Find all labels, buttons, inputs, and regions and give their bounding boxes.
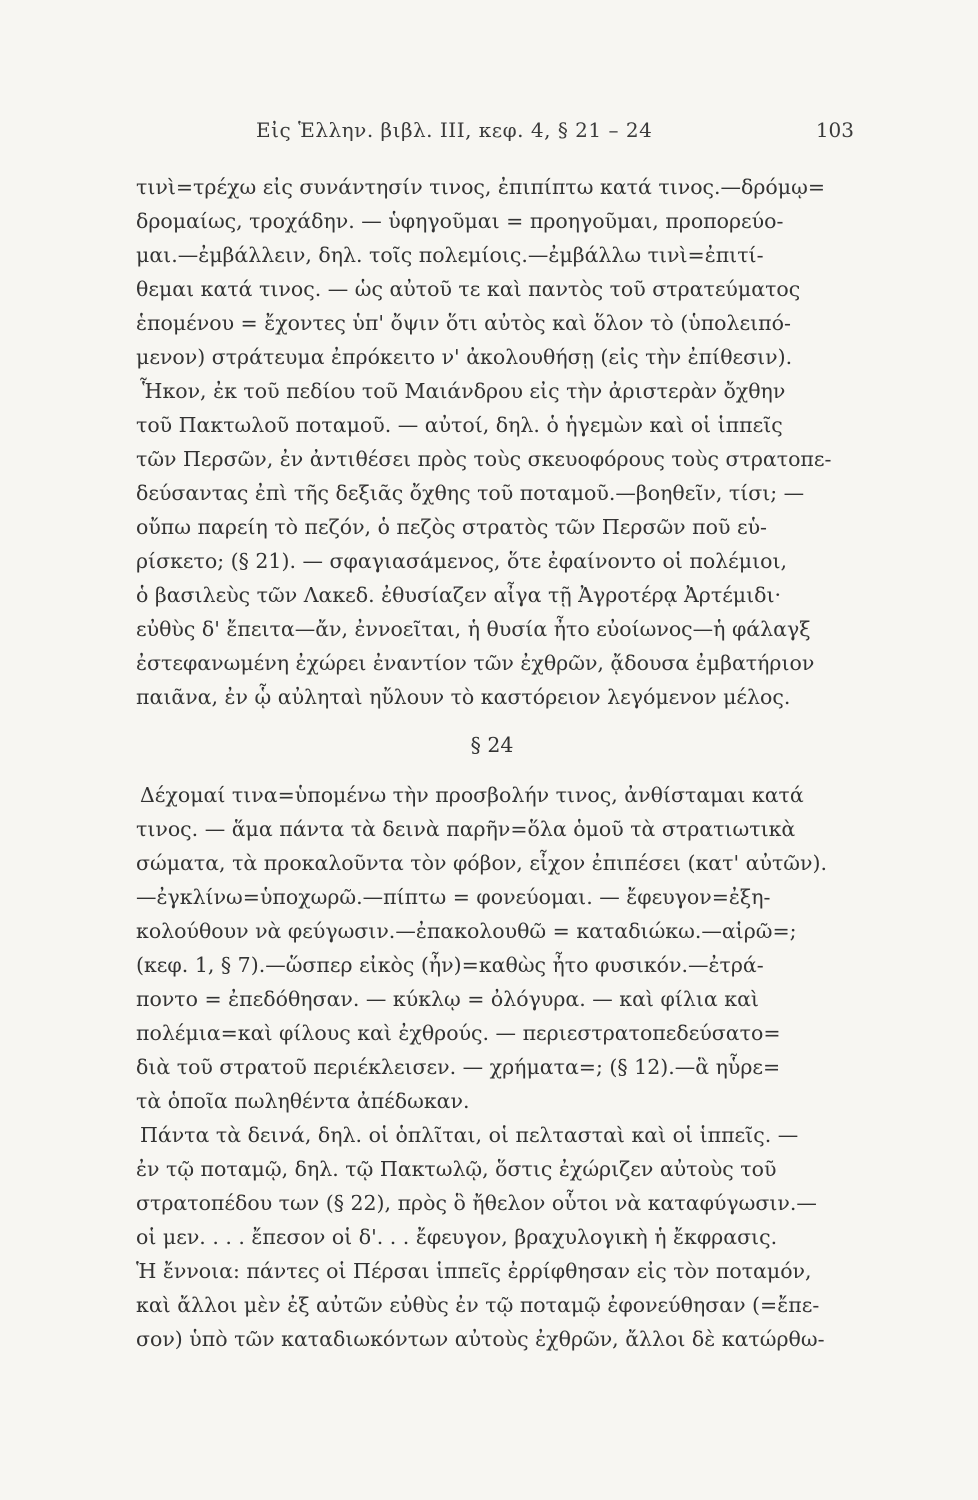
section-heading: § 24 [470,733,514,757]
text-line: —ἐγκλίνω=ὑποχωρῶ.—πίπτω = φονεύομαι. — ἔφευγον=ἐξη- [136,885,771,909]
text-line: ὁ βασιλεὺς τῶν Λακεδ. ἐθυσίαζεν αἶγα τῇ Ἀγροτέρᾳ Ἀρτέμιδι· [136,583,782,607]
text-line: θεμαι κατά τινος. — ὡς αὐτοῦ τε καὶ παντὸς τοῦ στρατεύματος [136,277,801,301]
text-line: Δέχομαί τινα=ὑπομένω τὴν προσβολήν τινος, ἀνθίσταμαι κατά [140,783,804,807]
text-line: ποντο = ἐπεδόθησαν. — κύκλῳ = ὀλόγυρα. — καὶ φίλια καὶ [136,987,759,1011]
text-line: μενον) στράτευμα ἐπρόκειτο ν' ἀκολουθήσῃ (εἰς τὴν ἐπίθεσιν). [136,345,793,369]
text-line: πολέμια=καὶ φίλους καὶ ἐχθρούς. — περιεστρατοπεδεύσατο= [136,1021,781,1045]
text-line: Ἡ ἔννοια: πάντες οἱ Πέρσαι ἱππεῖς ἐρρίφθησαν εἰς τὸν ποταμόν, [136,1259,812,1283]
text-line: Ἧκον, ἐκ τοῦ πεδίου τοῦ Μαιάνδρου εἰς τὴν ἀριστερὰν ὄχθην [140,379,786,403]
text-line: τὰ ὁποῖα πωληθέντα ἀπέδωκαν. [136,1089,470,1113]
text-line: κολούθουν νὰ φεύγωσιν.—ἐπακολουθῶ = καταδιώκω.—αἱρῶ=; [136,919,797,943]
text-line: οἱ μεν. . . . ἔπεσον οἱ δ'. . . ἔφευγον, βραχυλογικὴ ἡ ἔκφρασις. [136,1225,778,1249]
text-line: διὰ τοῦ στρατοῦ περιέκλεισεν. — χρήματα=; (§ 12).—ἃ ηὗρε= [136,1055,781,1079]
text-line: ἐν τῷ ποταμῷ, δηλ. τῷ Πακτωλῷ, ὅστις ἐχώριζεν αὐτοὺς τοῦ [136,1157,777,1181]
text-line: (κεφ. 1, § 7).—ὥσπερ εἰκὸς (ἦν)=καθὼς ἦτο φυσικόν.—ἐτρά- [136,953,764,977]
text-line: εὐθὺς δ' ἔπειτα—ἄν, ἐννοεῖται, ἡ θυσία ἦτο εὐοίωνος—ἡ φάλαγξ [136,617,811,641]
text-line: στρατοπέδου των (§ 22), πρὸς ὃ ἤθελον οὗτοι νὰ καταφύγωσιν.— [136,1191,817,1215]
text-line: Πάντα τὰ δεινά, δηλ. οἱ ὁπλῖται, οἱ πελτασταὶ καὶ οἱ ἱππεῖς. — [140,1123,799,1147]
text-line: παιᾶνα, ἐν ᾧ αὐληταὶ ηὔλουν τὸ καστόρειον λεγόμενον μέλος. [136,685,791,709]
text-line: ἑπομένου = ἔχοντες ὑπ' ὄψιν ὅτι αὐτὸς καὶ ὅλον τὸ (ὑπολειπό- [136,311,791,335]
text-line: σον) ὑπὸ τῶν καταδιωκόντων αὐτοὺς ἐχθρῶν, ἄλλοι δὲ κατώρθω- [136,1327,825,1351]
text-line: τινὶ=τρέχω εἰς συνάντησίν τινος, ἐπιπίπτω κατά τινος.—δρόμῳ= [136,175,825,199]
text-line: ρίσκετο; (§ 21). — σφαγιασάμενος, ὅτε ἐφαίνοντο οἱ πολέμιοι, [136,549,788,573]
text-line: οὔπω παρείη τὸ πεζόν, ὁ πεζὸς στρατὸς τῶν Περσῶν ποῦ εὑ- [136,515,767,539]
text-line: τινος. — ἅμα πάντα τὰ δεινὰ παρῆν=ὅλα ὁμοῦ τὰ στρατιωτικὰ [136,817,796,841]
running-header [136,118,854,148]
text-line: μαι.—ἐμβάλλειν, δηλ. τοῖς πολεμίοις.—ἐμβάλλω τινὶ=ἐπιτί- [136,243,764,267]
text-line: καὶ ἄλλοι μὲν ἐξ αὐτῶν εὐθὺς ἐν τῷ ποταμῷ ἐφονεύθησαν (=ἔπε- [136,1293,820,1317]
text-line: δεύσαντας ἐπὶ τῆς δεξιᾶς ὄχθης τοῦ ποταμοῦ.—βοηθεῖν, τίσι; — [136,481,805,505]
text-line: σώματα, τὰ προκαλοῦντα τὸν φόβον, εἶχον ἐπιπέσει (κατ' αὐτῶν). [136,851,827,875]
text-line: ἐστεφανωμένη ἐχώρει ἐναντίον τῶν ἐχθρῶν, ᾄδουσα ἐμβατήριον [136,651,815,675]
header-title: Εἰς Ἑλλην. βιβλ. ΙΙΙ, κεφ. 4, § 21 – 24 [256,118,653,142]
text-line: δρομαίως, τροχάδην. — ὑφηγοῦμαι = προηγοῦμαι, προπορεύο- [136,209,784,233]
text-line: τοῦ Πακτωλοῦ ποταμοῦ. — αὐτοί, δηλ. ὁ ἡγεμὼν καὶ οἱ ἱππεῖς [136,413,783,437]
page-number: 103 [815,118,854,142]
text-line: τῶν Περσῶν, ἐν ἀντιθέσει πρὸς τοὺς σκευοφόρους τοὺς στρατοπε- [136,447,832,471]
